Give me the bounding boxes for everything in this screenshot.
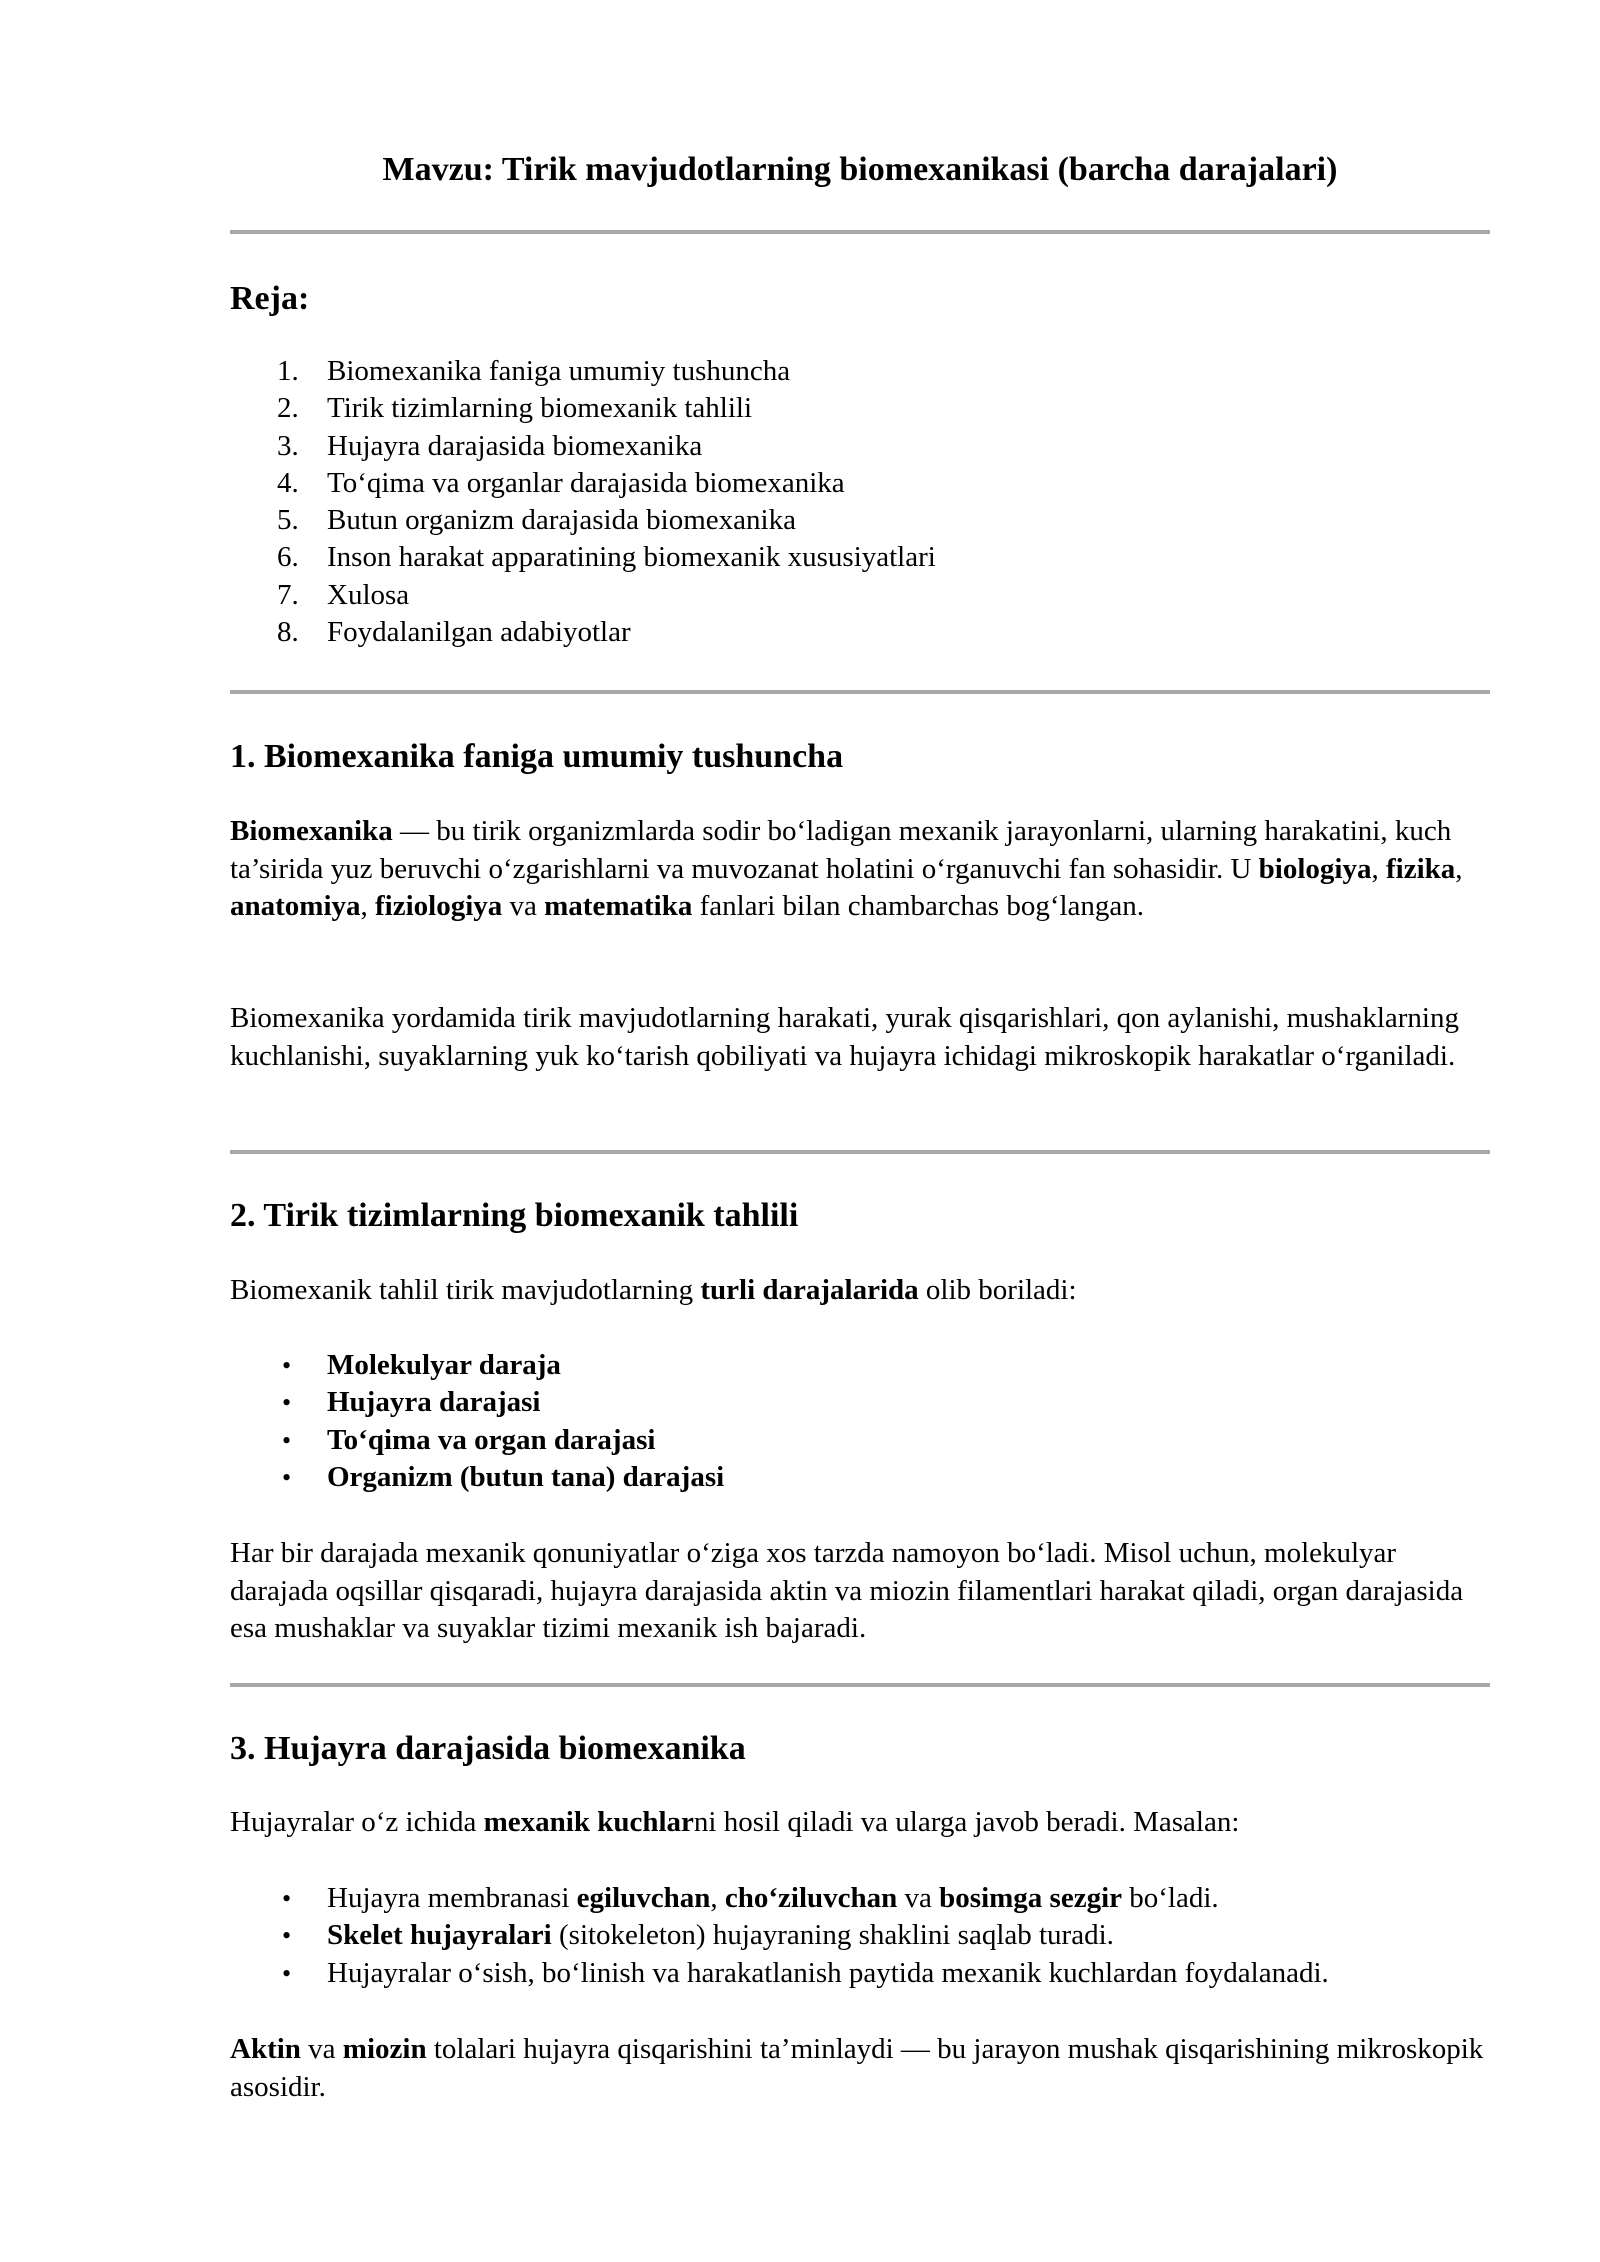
list-number: 4. bbox=[277, 466, 299, 499]
bullet-icon: • bbox=[282, 1921, 292, 1951]
list-item bbox=[230, 1347, 724, 1384]
level-label: Molekulyar daraja bbox=[327, 1349, 561, 1381]
paragraph-text: — bu tirik organizmlarda sodir bo‘ladigan mexanik jarayonlarni, ularning harakatini, kuch ta’sirida yuz beruvchi o‘zgarishlarni va muvozanat holatini o‘rganuvchi fan sohasidir. U bbox=[230, 815, 1452, 885]
levels-list bbox=[230, 1347, 724, 1496]
bold-term: Aktin bbox=[230, 2033, 301, 2065]
paragraph-text: va bbox=[300, 2033, 343, 2065]
plan-item-text: Tirik tizimlarning biomexanik tahlili bbox=[327, 392, 753, 425]
section-2-intro bbox=[230, 1272, 1490, 1310]
plan-item-text: Biomexanika faniga umumiy tushuncha bbox=[327, 355, 791, 387]
bold-term: anatomiya bbox=[230, 890, 361, 922]
cell-properties-list bbox=[230, 1880, 1329, 1992]
list-item bbox=[230, 1422, 724, 1459]
section-1-paragraph-2: Biomexanika yordamida tirik mavjudotlarning harakati, yurak qisqarishlari, qon aylanishi, mushaklarning kuchlanishi, suyaklarning yuk ko‘tarish qobiliyati va hujayra ichidagi mikroskopik harakatlar o‘rganiladi. bbox=[230, 1002, 1459, 1072]
section-2-paragraph-2: Har bir darajada mexanik qonuniyatlar o‘ziga xos tarzda namoyon bo‘ladi. Misol uchun, molekulyar darajada oqsillar qisqaradi, hujayra darajasida aktin va miozin filamentlari harakat qiladi, organ darajasida esa mushaklar va suyaklar tizimi mexanik ish bajaradi. bbox=[230, 1537, 1464, 1644]
bold-term: turli darajalarida bbox=[700, 1274, 919, 1306]
bold-term: Biomexanika bbox=[230, 815, 393, 847]
plan-item bbox=[230, 614, 936, 651]
section-3-heading: 3. Hujayra darajasida biomexanika bbox=[230, 1730, 746, 1767]
plan-item-text: To‘qima va organlar darajasida biomexanika bbox=[327, 466, 845, 499]
bold-term: Skelet hujayralari bbox=[327, 1919, 552, 1952]
plan-item bbox=[230, 502, 936, 539]
level-label: To‘qima va organ darajasi bbox=[327, 1423, 656, 1456]
list-item bbox=[230, 1917, 1329, 1954]
plan-item bbox=[230, 465, 936, 502]
plan-item bbox=[230, 428, 936, 465]
paragraph-text: bo‘ladi. bbox=[1122, 1882, 1219, 1914]
bold-term: mexanik kuchlar bbox=[483, 1806, 694, 1838]
plan-item bbox=[230, 539, 936, 576]
plan-item bbox=[230, 577, 936, 614]
divider bbox=[230, 1150, 1490, 1154]
paragraph-text: Hujayralar o‘sish, bo‘linish va harakatlanish paytida mexanik kuchlardan foydalanadi. bbox=[327, 1956, 1329, 1989]
paragraph-text: va bbox=[897, 1882, 940, 1914]
bold-term: cho‘ziluvchan bbox=[724, 1882, 898, 1914]
plan-list bbox=[230, 353, 936, 651]
list-number: 6. bbox=[277, 541, 299, 574]
bullet-icon: • bbox=[282, 1351, 292, 1380]
level-label: Hujayra darajasi bbox=[327, 1386, 541, 1419]
plan-item-text: Butun organizm darajasida biomexanika bbox=[327, 504, 796, 537]
paragraph-text: Hujayralar o‘z ichida bbox=[230, 1806, 484, 1838]
list-item bbox=[230, 1384, 724, 1421]
section-3-closing bbox=[230, 2031, 1490, 2106]
list-item bbox=[230, 1880, 1329, 1917]
list-number: 7. bbox=[277, 578, 299, 611]
paragraph-text: ni hosil qiladi va ularga javob beradi. Masalan: bbox=[693, 1806, 1240, 1838]
paragraph-text: va bbox=[502, 890, 545, 922]
paragraph-text: Hujayra membranasi bbox=[327, 1882, 577, 1914]
paragraph-text: , bbox=[360, 890, 375, 922]
plan-item-text: Xulosa bbox=[327, 578, 410, 611]
paragraph-text: , bbox=[1455, 852, 1463, 885]
plan-item bbox=[230, 353, 936, 390]
list-number: 5. bbox=[277, 504, 299, 537]
level-label: Organizm (butun tana) darajasi bbox=[327, 1460, 725, 1493]
section-1-heading: 1. Biomexanika faniga umumiy tushuncha bbox=[230, 738, 844, 775]
plan-item bbox=[230, 390, 936, 427]
plan-item-text: Foydalanilgan adabiyotlar bbox=[327, 616, 631, 649]
paragraph-text: (sitokeleton) hujayraning shaklini saqlab turadi. bbox=[551, 1919, 1114, 1952]
bold-term: bosimga sezgir bbox=[939, 1882, 1123, 1914]
plan-heading: Reja: bbox=[230, 280, 310, 317]
bullet-icon: • bbox=[282, 1958, 292, 1988]
plan-item-text: Hujayra darajasida biomexanika bbox=[327, 429, 703, 462]
divider bbox=[230, 230, 1490, 234]
paragraph-text: , bbox=[710, 1882, 725, 1914]
plan-item-text: Inson harakat apparatining biomexanik xususiyatlari bbox=[327, 541, 936, 574]
list-number: 1. bbox=[277, 355, 299, 387]
section-1-paragraph-1 bbox=[230, 813, 1490, 926]
bullet-icon: • bbox=[282, 1884, 292, 1913]
divider bbox=[230, 1683, 1490, 1687]
list-item bbox=[230, 1459, 724, 1496]
bold-term: matematika bbox=[544, 890, 693, 922]
document-title: Mavzu: Tirik mavjudotlarning biomexanikasi (barcha darajalari) bbox=[382, 151, 1338, 188]
bullet-icon: • bbox=[282, 1388, 292, 1418]
bold-term: fizika bbox=[1385, 852, 1456, 885]
bullet-icon: • bbox=[282, 1462, 292, 1492]
bold-term: miozin bbox=[342, 2033, 427, 2065]
list-number: 2. bbox=[277, 392, 299, 425]
paragraph-text: olib boriladi: bbox=[918, 1274, 1077, 1306]
divider bbox=[230, 690, 1490, 694]
section-2-heading: 2. Tirik tizimlarning biomexanik tahlili bbox=[230, 1197, 799, 1234]
paragraph-text: Biomexanik tahlil tirik mavjudotlarning bbox=[230, 1274, 701, 1306]
bullet-icon: • bbox=[282, 1425, 292, 1455]
list-number: 3. bbox=[277, 429, 299, 462]
section-3-intro bbox=[230, 1804, 1490, 1842]
paragraph-text: , bbox=[1371, 852, 1386, 885]
bold-term: fiziologiya bbox=[375, 890, 503, 922]
bold-term: egiluvchan bbox=[576, 1882, 711, 1914]
list-number: 8. bbox=[277, 616, 299, 649]
paragraph-text: tolalari hujayra qisqarishini ta’minlaydi — bu jarayon mushak qisqarishining mikroskopik asosidir. bbox=[230, 2033, 1484, 2103]
paragraph-text: fanlari bilan chambarchas bog‘langan. bbox=[692, 890, 1145, 922]
list-item bbox=[230, 1955, 1329, 1992]
bold-term: biologiya bbox=[1258, 852, 1372, 885]
